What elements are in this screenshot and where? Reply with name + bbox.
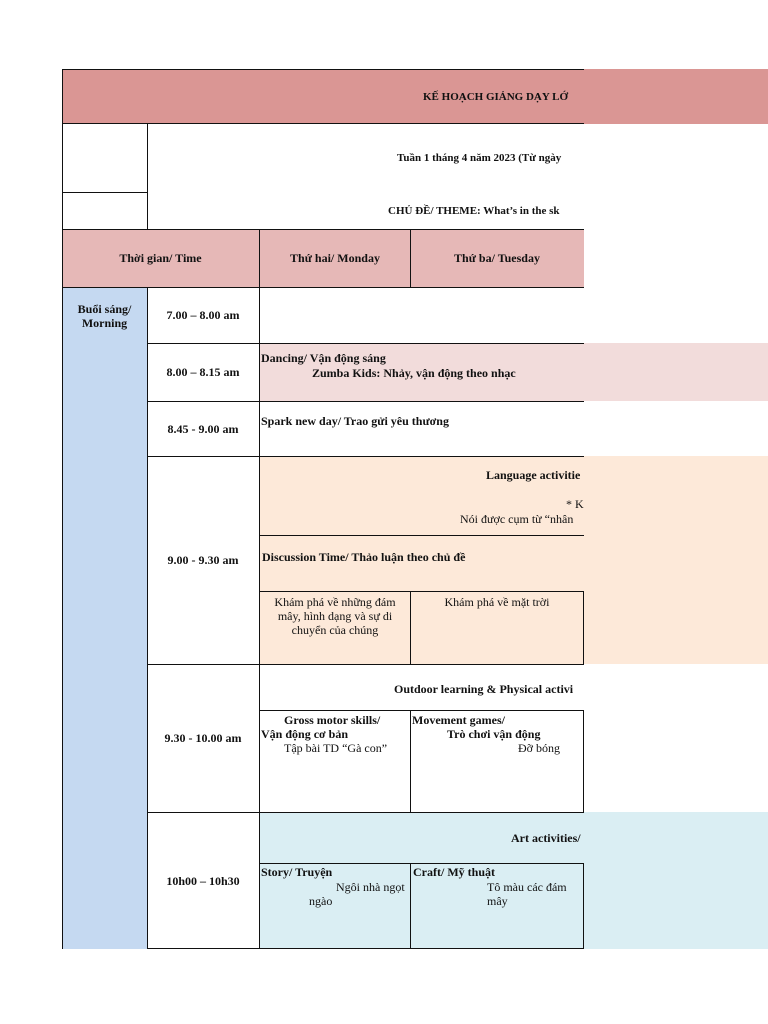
time-slot: 10h00 – 10h30 [166, 873, 240, 888]
language-sentence: Nói được cụm từ “nhân [460, 512, 574, 526]
header-tuesday: Thứ ba/ Tuesday [454, 251, 540, 265]
morning-column-bg [62, 287, 147, 949]
art-monday-title: Story/ Truyện [261, 865, 333, 879]
art-heading: Art activities/ [511, 831, 581, 845]
outdoor-monday-title: Gross motor skills/ [284, 713, 381, 727]
time-slot: 7.00 – 8.00 am [166, 308, 240, 322]
outdoor-tuesday-subtitle: Trò chơi vận động [447, 727, 541, 741]
time-slot: 9.30 - 10.00 am [164, 731, 242, 745]
art-monday-text: ngào [309, 894, 333, 908]
time-slot: 8.00 – 8.15 am [166, 365, 240, 379]
discussion-tuesday: Khám phá về mặt trời [444, 595, 550, 609]
header-time: Thời gian/ Time [119, 251, 202, 265]
language-heading: Language activitie [486, 468, 581, 482]
time-slot: 8.45 - 9.00 am [167, 421, 239, 436]
title-row-bg [62, 69, 768, 124]
plan-title: KẾ HOẠCH GIẢNG DẠY LỚ [423, 91, 569, 103]
outdoor-monday-subtitle: Vận động cơ bản [261, 727, 349, 741]
week-line: Tuần 1 tháng 4 năm 2023 (Từ ngày [397, 152, 562, 164]
theme-line: CHỦ ĐỀ/ THEME: What’s in the sk [388, 205, 560, 217]
dancing-subtitle: Zumba Kids: Nhảy, vận động theo nhạc [312, 366, 516, 380]
discussion-heading: Discussion Time/ Thảo luận theo chủ đề [262, 550, 466, 564]
outdoor-heading: Outdoor learning & Physical activi [394, 682, 574, 696]
discussion-monday: Khám phá về những đám mây, hình dạng và sự di chuyển của chúng [274, 595, 396, 637]
header-monday: Thứ hai/ Monday [290, 251, 380, 265]
art-tuesday-title: Craft/ Mỹ thuật [413, 865, 495, 879]
art-monday-text: Ngôi nhà ngọt [336, 880, 405, 894]
outdoor-monday-text: Tập bài TD “Gà con” [284, 741, 388, 755]
spark-new-day: Spark new day/ Trao gửi yêu thương [261, 414, 449, 428]
art-tuesday-text: mây [487, 894, 508, 908]
outdoor-tuesday-title: Movement games/ [412, 713, 505, 727]
time-slot: 9.00 - 9.30 am [167, 553, 239, 567]
art-tuesday-text: Tô màu các đám [487, 880, 567, 894]
language-star: * K [566, 497, 584, 511]
session-morning: Buổi sáng/ Morning [77, 302, 132, 330]
dancing-title: Dancing/ Vận động sáng [261, 351, 386, 365]
outdoor-tuesday-text: Đỡ bóng [518, 741, 561, 755]
